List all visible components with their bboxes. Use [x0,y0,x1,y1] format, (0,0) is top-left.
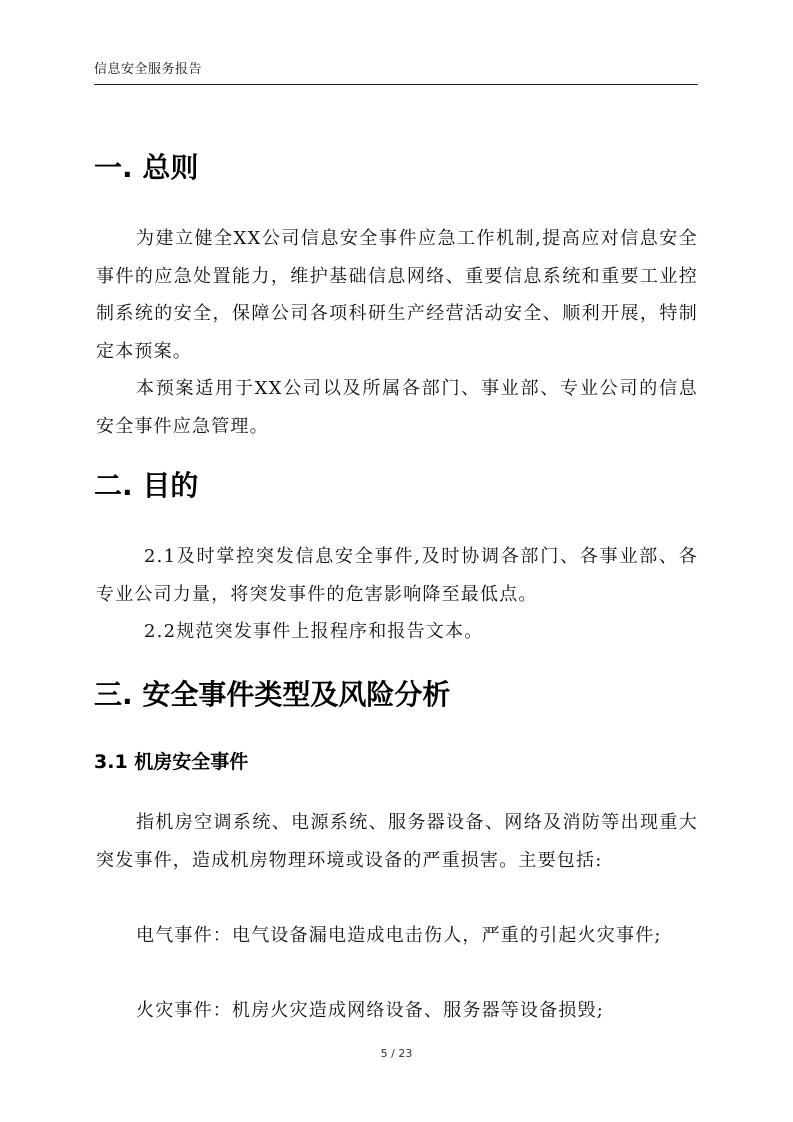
section-3-1-paragraph-2: 电气事件：电气设备漏电造成电击伤人，严重的引起火灾事件; [136,925,662,946]
section-2-heading: 二. 目的 [94,469,199,502]
section-3-1-paragraph-1: 指机房空调系统、电源系统、服务器设备、网络及消防等出现重大突发事件，造成机房物理环境或设备的严重损害。主要包括: [96,812,698,871]
running-header: 信息安全服务报告 [94,62,203,77]
section-3-heading: 三. 安全事件类型及风险分析 [94,678,451,711]
section-3-1-heading: 3.1 机房安全事件 [94,751,249,773]
section-3-1-paragraph-3: 火灾事件：机房火灾造成网络设备、服务器等设备损毁; [136,1000,605,1021]
section-2-paragraph-2: 2.2规范突发事件上报程序和报告文本。 [144,621,484,642]
section-1-heading: 一. 总则 [94,151,199,184]
page-number: 5 / 23 [380,1047,413,1060]
section-1-paragraph-1: 为建立健全XX公司信息安全事件应急工作机制,提高应对信息安全事件的应急处置能力，维护基础信息网络、重要信息系统和重要工业控制系统的安全，保障公司各项科研生产经营活动安全、顺利开展，特制定本预案。 [96,228,698,362]
section-1-paragraph-2: 本预案适用于XX公司以及所属各部门、事业部、专业公司的信息安全事件应急管理。 [96,378,698,437]
header-divider [94,84,698,85]
section-2-paragraph-1: 2.1及时掌控突发信息安全事件,及时协调各部门、各事业部、各专业公司力量，将突发事件的危害影响降至最低点。 [96,546,698,605]
